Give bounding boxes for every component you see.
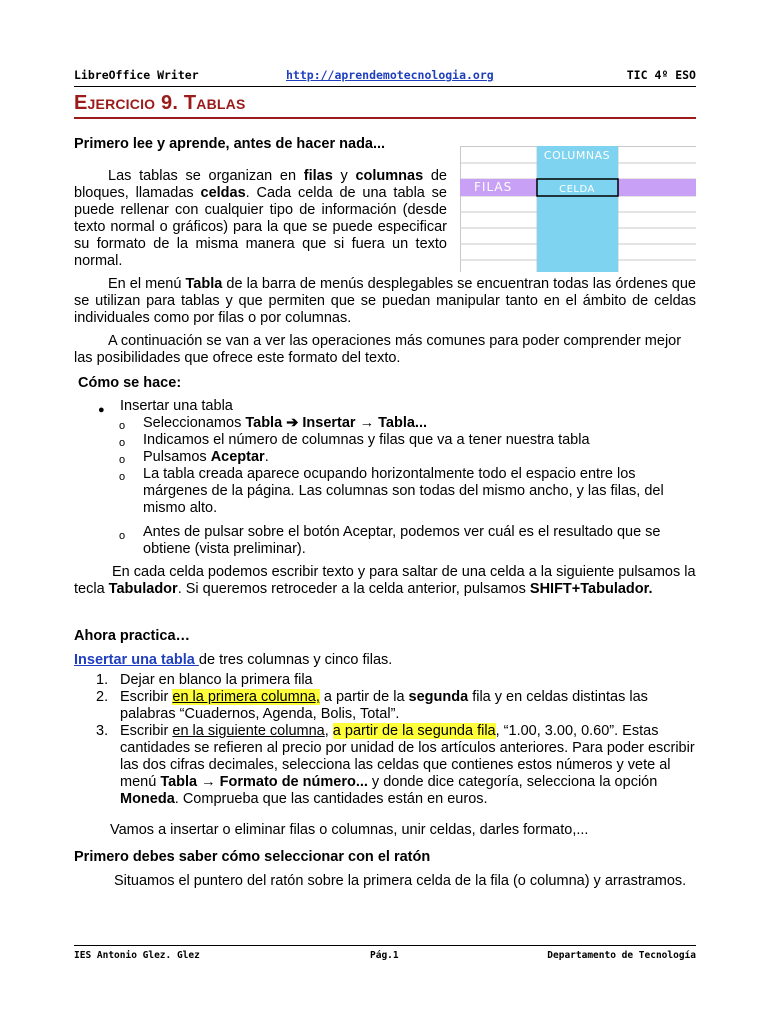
paragraph-tables-intro: Las tablas se organizan en filas y columnas de bloques, llamadas celdas. Cada celda de una tabla se puede rellenar con cualquier tipo de información (desde texto normal o gráficos) para la que se puede especificar su formato de la misma manera que si fuera un texto normal.: [74, 168, 447, 269]
bullet-insert-table: Insertar una tabla: [120, 398, 233, 414]
step-3: Escribir en la siguiente columna, a partir de la segunda fila, “1.00, 3.00, 0.60”. Estas cantidades se refieren al precio por unidad de los artículos anteriores. Para poder escribir las dos cifras decimales, selecciona las celdas que contienes estos números y vete al menú Tabla → Formato de número... y donde dice categoría, selecciona la opción Moneda. Comprueba que las cantidades están en euros.: [120, 723, 695, 807]
illustration-celda-label: CELDA: [559, 184, 595, 195]
step-number: 1.: [96, 672, 109, 688]
sub-item-accept: Pulsamos Aceptar.: [143, 449, 269, 465]
task-insert-table: Insertar una tabla de tres columnas y cinco filas.: [74, 652, 393, 668]
step-2: Escribir en la primera columna, a partir de la segunda fila y en celdas distintas las palabras “Cuadernos, Agenda, Bolis, Total”.: [120, 689, 648, 722]
header-app-name: LibreOffice Writer: [74, 68, 199, 82]
howto-heading: Cómo se hace:: [78, 375, 182, 391]
illustration-column: [537, 146, 618, 272]
paragraph-operations-list: Vamos a insertar o eliminar filas o columnas, unir celdas, darles formato,...: [110, 822, 589, 838]
sub-item-columns: Indicamos el número de columnas y filas que va a tener nuestra tabla: [143, 432, 590, 448]
paragraph-table-menu: En el menú Tabla de la barra de menús desplegables se encuentran todas las órdenes que se utilizan para tablas y que permiten que se puedan manipular tanto en el ámbito de celdas individuales como por filas o por columnas.: [74, 276, 696, 326]
step-number: 3.: [96, 723, 109, 739]
document-page: [74, 0, 696, 1024]
sub-item-select: Seleccionamos Tabla ➔ Insertar → Tabla...: [143, 415, 428, 431]
sub-item-preview: Antes de pulsar sobre el botón Aceptar, podemos ver cuál es el resultado que se obtiene (vista preliminar).: [143, 524, 661, 557]
circle-bullet-icon: o: [119, 530, 126, 542]
header-divider: [74, 86, 696, 87]
header-course: TIC 4º ESO: [626, 68, 696, 82]
page-header: [74, 68, 696, 84]
step-1: Dejar en blanco la primera fila: [120, 672, 313, 688]
table-illustration: [460, 146, 696, 272]
footer-department: Departamento de Tecnología: [547, 950, 696, 961]
page-title: Ejercicio 9. Tablas: [74, 92, 246, 114]
footer-page-number: Pág.1: [370, 950, 399, 961]
paragraph-operations: A continuación se van a ver las operaciones más comunes para poder comprender mejor las posibilidades que ofrece este formato del texto.: [74, 333, 682, 366]
header-link[interactable]: http://aprendemotecnologia.org: [286, 68, 494, 82]
practice-heading: Ahora practica…: [74, 628, 191, 644]
paragraph-tabulator: En cada celda podemos escribir texto y para saltar de una celda a la siguiente pulsamos la tecla Tabulador. Si queremos retroceder a la celda anterior, pulsamos SHIFT+Tabulador.: [74, 564, 696, 597]
page-footer: [74, 950, 696, 964]
step-number: 2.: [96, 689, 109, 705]
title-divider: [74, 117, 696, 119]
sub-item-table-created: La tabla creada aparece ocupando horizontalmente todo el espacio entre los márgenes de la página. Las columnas son todas del mismo ancho, y las filas, del mismo alto.: [143, 466, 664, 516]
circle-bullet-icon: o: [119, 437, 126, 449]
circle-bullet-icon: o: [119, 454, 126, 466]
illustration-columnas-label: COLUMNAS: [543, 149, 611, 162]
intro-heading: Primero lee y aprende, antes de hacer nada...: [74, 136, 386, 152]
select-heading: Primero debes saber cómo seleccionar con el ratón: [74, 849, 431, 865]
insert-table-link[interactable]: Insertar una tabla: [74, 652, 199, 668]
bullet-icon: ●: [98, 404, 105, 416]
footer-school: IES Antonio Glez. Glez: [74, 950, 200, 961]
illustration-filas-label: FILAS: [474, 180, 513, 194]
paragraph-select-mouse: Situamos el puntero del ratón sobre la primera celda de la fila (o columna) y arrastramos.: [114, 873, 687, 889]
circle-bullet-icon: o: [119, 471, 126, 483]
footer-divider: [74, 945, 696, 946]
circle-bullet-icon: o: [119, 420, 126, 432]
